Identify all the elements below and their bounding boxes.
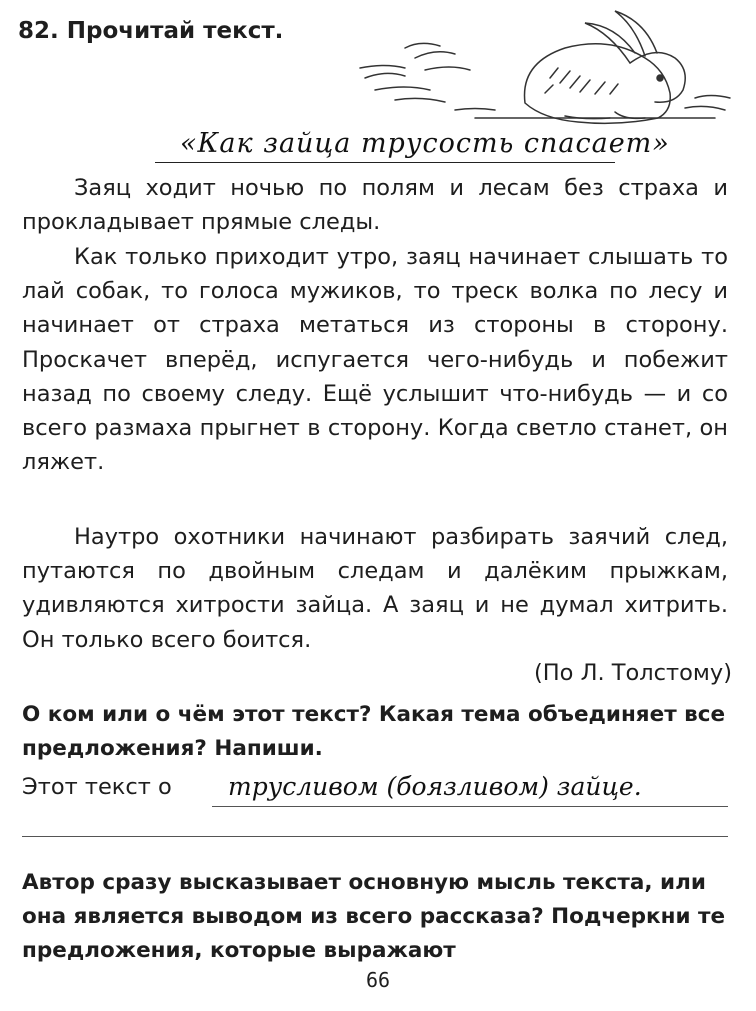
answer-line-1 (212, 806, 728, 807)
page-number: 66 (365, 968, 391, 992)
handwritten-title: «Как зайца трусость спасает» (180, 128, 670, 159)
paragraph-1 (22, 171, 728, 239)
paragraph-1-text: Заяц ходит ночью по полям и лесам без страха и прокладывает прямые следы. (22, 175, 728, 236)
answer-prefix: Этот текст о (22, 774, 172, 800)
source-attribution: (По Л. Толстому) (533, 660, 732, 686)
exercise-header (18, 18, 283, 44)
paragraph-2-text: Как только приходит утро, заяц начинает слышать то лай собак, то голоса мужиков, то треск волка по лесу и начинает от страха метаться из стороны в сторону. Проскачет вперёд, испугается чего-нибудь и побежит назад по своему следу. Ещё услышит что-нибудь — и со всего размаха прыгнет в сторону. Когда светло станет, он ляжет. (22, 244, 728, 476)
hare-icon (360, 11, 730, 123)
hare-illustration (355, 8, 740, 126)
exercise-instruction: Прочитай текст. (66, 18, 284, 44)
answer-line-2 (22, 836, 728, 837)
paragraph-2 (22, 240, 728, 479)
title-underline (155, 162, 615, 163)
question-1: О ком или о чём этот текст? Какая тема объединяет все предложения? Напиши. (22, 702, 726, 761)
question-2: Автор сразу высказывает основную мысль текста, или она является выводом из всего рассказа? Подчеркни те предложения, которые выражают (22, 870, 726, 963)
paragraph-3 (22, 520, 728, 657)
handwritten-answer: трусливом (боязливом) зайце. (228, 772, 642, 801)
paragraph-3-text: Наутро охотники начинают разбирать заячий след, путаются по двойным следам и далёким прыжкам, удивляются хитрости зайца. А заяц и не думал хитрить. Он только всего боится. (22, 524, 728, 653)
exercise-number: 82. (18, 18, 59, 44)
